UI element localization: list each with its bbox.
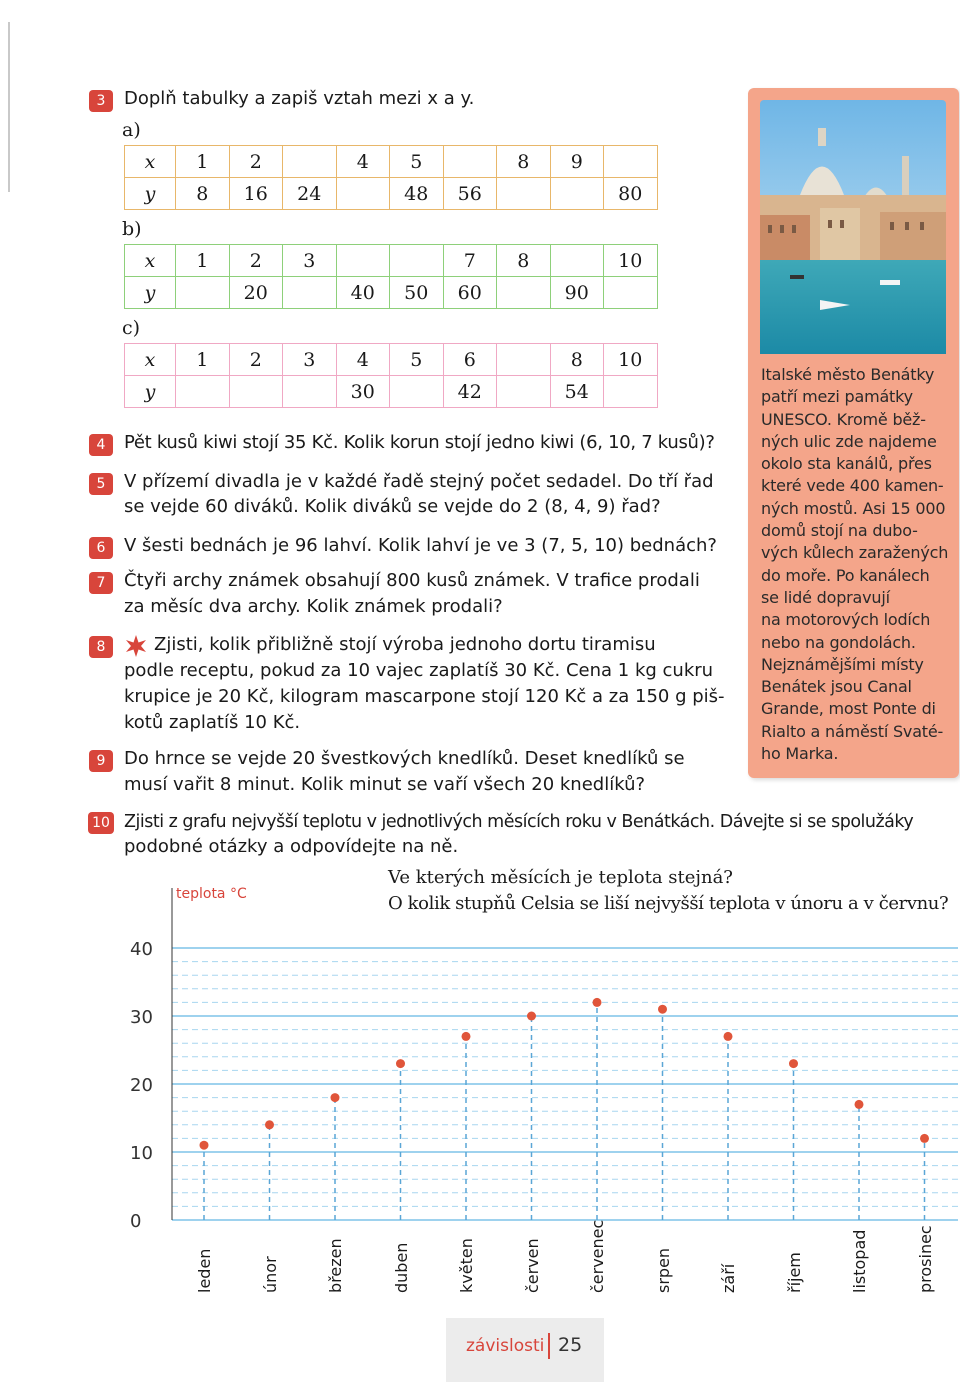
data-point (331, 1093, 340, 1102)
table-cell[interactable] (497, 178, 551, 210)
table-cell: 2 (229, 344, 283, 376)
month-label (588, 1219, 608, 1293)
info-line: které vede 400 kamen- (761, 476, 944, 496)
month-text: srpen (653, 1247, 673, 1293)
month-label (326, 1223, 346, 1293)
table-cell[interactable] (283, 376, 337, 408)
table-b (124, 244, 658, 309)
task-text: kotů zaplatíš 10 Kč. (124, 712, 301, 733)
question-text: Ve kterých měsících je teplota stejná? (388, 867, 733, 888)
data-point (200, 1141, 209, 1150)
subtask-label: b) (122, 218, 142, 240)
margin-line (8, 22, 10, 192)
table-cell: 10 (604, 344, 658, 376)
data-point (658, 1005, 667, 1014)
task-number: 3 (89, 90, 113, 112)
question-text: O kolik stupňů Celsia se liší nejvyšší teplota v únoru a v červnu? (388, 893, 949, 914)
table-cell[interactable] (497, 344, 551, 376)
table-c (124, 343, 658, 408)
month-text: březen (326, 1238, 345, 1293)
task-text: Čtyři archy známek obsahují 800 kusů známek. V trafice prodali (124, 570, 700, 591)
info-line: Italské město Benátky (761, 365, 935, 384)
info-text (761, 364, 951, 765)
task-text: Do hrnce se vejde 20 švestkových knedlíků. Deset knedlíků se (124, 748, 685, 769)
table-head: x (125, 344, 176, 376)
table-cell[interactable] (497, 277, 551, 309)
table-cell: 1 (176, 344, 230, 376)
table-cell: 30 (336, 376, 390, 408)
table-cell: 5 (390, 146, 444, 178)
month-text: únor (260, 1256, 280, 1293)
table-cell: 42 (443, 376, 497, 408)
month-text: říjem (784, 1252, 804, 1293)
table-row (125, 376, 658, 408)
data-point (396, 1059, 405, 1068)
month-label (392, 1223, 412, 1293)
y-tick-label: 40 (130, 939, 153, 960)
table-cell: 80 (604, 178, 658, 210)
table-cell[interactable] (336, 178, 390, 210)
task-number: 8 (89, 636, 113, 658)
info-line: se lidé dopravují (761, 587, 890, 607)
task-text: krupice je 20 Kč, kilogram mascarpone stojí 120 Kč a za 150 g piš- (124, 686, 725, 707)
table-cell: 20 (229, 277, 283, 309)
info-line: okolo sta kanálů, přes (761, 454, 932, 474)
table-cell[interactable] (550, 178, 604, 210)
table-cell: 24 (283, 178, 337, 210)
task-text: V šesti bednách je 96 lahví. Kolik lahví je ve 3 (7, 5, 10) bednách? (124, 535, 717, 556)
table-cell[interactable] (550, 245, 604, 277)
y-axis-label: teplota °C (176, 886, 247, 902)
table-cell[interactable] (283, 146, 337, 178)
table-cell: 5 (390, 344, 444, 376)
data-point (593, 998, 602, 1007)
table-cell: 8 (497, 245, 551, 277)
table-cell[interactable] (176, 277, 230, 309)
temperature-chart (0, 870, 960, 1320)
table-cell: 6 (443, 344, 497, 376)
table-head: y (125, 178, 176, 210)
table-head: x (125, 146, 176, 178)
table-cell: 1 (176, 245, 230, 277)
month-label (850, 1223, 870, 1293)
subtask-label: a) (122, 119, 141, 141)
table-cell[interactable] (604, 146, 658, 178)
table-row (125, 146, 658, 178)
table-cell[interactable] (390, 376, 444, 408)
table-cell[interactable] (443, 146, 497, 178)
table-cell: 7 (443, 245, 497, 277)
table-row (125, 178, 658, 210)
table-cell: 1 (176, 146, 230, 178)
table-row (125, 245, 658, 277)
month-label (195, 1223, 215, 1293)
table-cell: 50 (390, 277, 444, 309)
month-text: prosinec (915, 1225, 935, 1293)
task-number: 4 (89, 434, 113, 456)
table-cell: 3 (283, 344, 337, 376)
month-text: duben (391, 1242, 411, 1293)
y-tick-label: 20 (130, 1075, 153, 1096)
table-cell: 9 (550, 146, 604, 178)
task-number: 9 (89, 750, 113, 772)
table-cell: 2 (229, 146, 283, 178)
month-label (457, 1223, 477, 1293)
footer-divider (548, 1333, 550, 1359)
page-number: 25 (558, 1334, 583, 1356)
table-cell: 40 (336, 277, 390, 309)
table-head: y (125, 277, 176, 309)
table-cell: 16 (229, 178, 283, 210)
month-label (261, 1223, 281, 1293)
venice-photo (760, 100, 946, 354)
table-cell: 8 (550, 344, 604, 376)
info-line: na motorových lodích (761, 610, 931, 630)
table-cell[interactable] (336, 245, 390, 277)
month-text: květen (457, 1238, 476, 1293)
table-cell[interactable] (176, 376, 230, 408)
info-line: UNESCO. Kromě běž- (761, 409, 926, 429)
table-cell: 3 (283, 245, 337, 277)
info-line: ho Marka. (761, 744, 839, 764)
y-tick-label: 30 (130, 1007, 153, 1028)
info-line: Grande, most Ponte di (761, 699, 936, 719)
subtask-label: c) (122, 317, 141, 339)
table-cell: 4 (336, 146, 390, 178)
table-cell: 56 (443, 178, 497, 210)
task-text: se vejde 60 diváků. Kolik diváků se vejde do 2 (8, 4, 9) řad? (124, 496, 661, 517)
info-line: Rialto a náměstí Svaté- (761, 721, 944, 741)
info-line: domů stojí na dubo- (761, 521, 918, 541)
table-cell: 2 (229, 245, 283, 277)
data-point (265, 1120, 274, 1129)
task-number: 7 (89, 572, 113, 594)
table-head: x (125, 245, 176, 277)
table-cell[interactable] (497, 376, 551, 408)
table-cell: 54 (550, 376, 604, 408)
footer-section: závislosti (466, 1336, 545, 1356)
data-point (789, 1059, 798, 1068)
task-number: 6 (89, 537, 113, 559)
month-text: listopad (850, 1229, 869, 1293)
data-point (527, 1012, 536, 1021)
table-cell: 10 (604, 245, 658, 277)
table-cell: 60 (443, 277, 497, 309)
table-cell[interactable] (283, 277, 337, 309)
month-text: leden (195, 1248, 214, 1293)
table-row (125, 277, 658, 309)
data-point (724, 1032, 733, 1041)
table-cell[interactable] (604, 376, 658, 408)
info-line: ných mostů. Asi 15 000 (761, 498, 946, 518)
table-cell[interactable] (229, 376, 283, 408)
table-head: y (125, 376, 176, 408)
y-tick-label: 10 (130, 1143, 153, 1164)
info-line: Benátek jsou Canal (761, 677, 912, 697)
task-text: Zjisti, kolik přibližně stojí výroba jednoho dortu tiramisu (154, 634, 656, 655)
info-line: vých kůlech zaražených (761, 543, 949, 563)
task-text: musí vařit 8 minut. Kolik minut se vaří všech 20 knedlíků? (124, 774, 646, 795)
info-line: Nejznámějšími místy (761, 654, 924, 674)
month-text: červen (522, 1238, 542, 1293)
info-line: patří mezi památky (761, 387, 913, 407)
month-label (523, 1223, 543, 1293)
task-number: 10 (88, 812, 114, 834)
info-line: do moře. Po kanálech (761, 565, 930, 585)
month-text: září (719, 1263, 738, 1293)
data-point (855, 1100, 864, 1109)
table-cell: 90 (550, 277, 604, 309)
table-cell: 4 (336, 344, 390, 376)
task-number: 5 (89, 473, 113, 495)
table-cell[interactable] (390, 245, 444, 277)
month-label (719, 1223, 739, 1293)
info-line: ných ulic zde najdeme (761, 431, 937, 451)
table-cell: 48 (390, 178, 444, 210)
table-cell: 8 (176, 178, 230, 210)
task-text: V přízemí divadla je v každé řadě stejný počet sedadel. Do tří řad (124, 471, 714, 492)
task-text: Zjisti z grafu nejvyšší teplotu v jednotlivých měsících roku v Benátkách. Dávejte si se spolužáky (124, 812, 914, 832)
month-label (785, 1223, 805, 1293)
table-a (124, 145, 658, 210)
month-label (916, 1223, 936, 1293)
table-row (125, 344, 658, 376)
data-point (920, 1134, 929, 1143)
table-cell: 8 (497, 146, 551, 178)
data-point (462, 1032, 471, 1041)
info-line: nebo na gondolách. (761, 632, 916, 652)
table-cell[interactable] (604, 277, 658, 309)
task-text: Pět kusů kiwi stojí 35 Kč. Kolik korun stojí jedno kiwi (6, 10, 7 kusů)? (124, 432, 715, 453)
task-text: Doplň tabulky a zapiš vztah mezi x a y. (124, 88, 475, 109)
month-label (654, 1223, 674, 1293)
y-tick-label: 0 (130, 1211, 142, 1232)
month-text: červenec (588, 1219, 607, 1293)
star-icon (124, 634, 148, 658)
task-text: podobné otázky a odpovídejte na ně. (124, 836, 459, 857)
task-text: za měsíc dva archy. Kolik známek prodali? (124, 596, 503, 617)
task-text: podle receptu, pokud za 10 vajec zaplatíš 30 Kč. Cena 1 kg cukru (124, 660, 714, 681)
